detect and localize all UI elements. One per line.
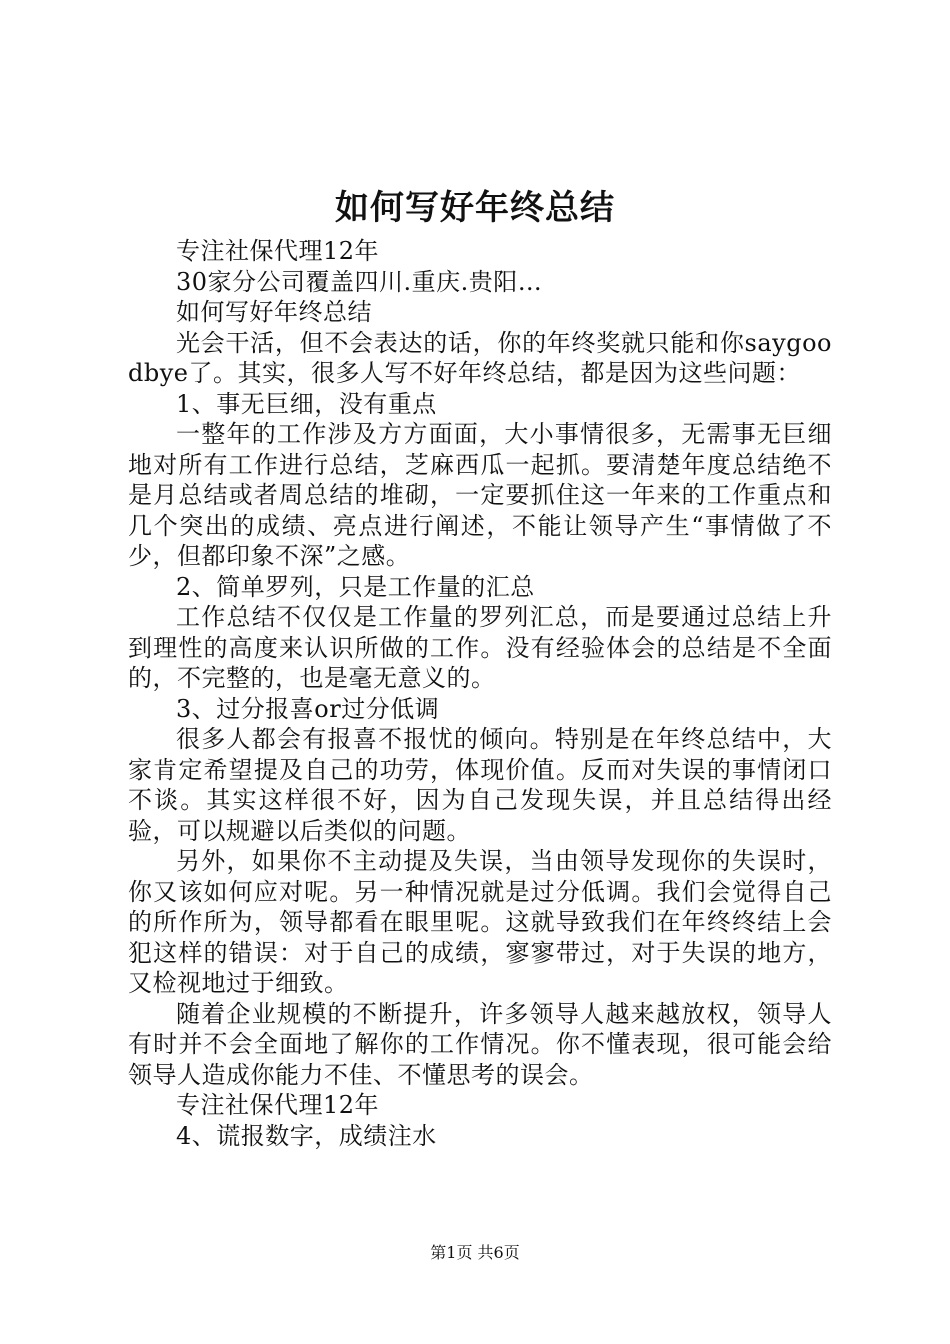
document-body <box>128 236 832 1151</box>
paragraph-branches-line: 30家分公司覆盖四川.重庆.贵阳… <box>176 267 543 296</box>
paragraph-point-3a: 很多人都会有报喜不报忧的倾向。特别是在年终总结中，大家肯定希望提及自己的功劳，体现价值。反而对失误的事情闭口不谈。其实这样很不好，因为自己发现失误，并且总结得出经验，可以规避以后类似的问题。 <box>128 725 832 845</box>
paragraph-point-3c: 随着企业规模的不断提升，许多领导人越来越放权，领导人有时并不会全面地了解你的工作情况。你不懂表现，很可能会给领导人造成你能力不佳、不懂思考的误会。 <box>128 999 832 1089</box>
paragraph-subtitle: 如何写好年终总结 <box>176 298 372 326</box>
paragraph-point-1: 一整年的工作涉及方方面面，大小事情很多，无需事无巨细地对所有工作进行总结，芝麻西瓜一起抓。要清楚年度总结绝不是月总结或者周总结的堆砌，一定要抓住这一年来的工作重点和几个突出的成绩、亮点进行阐述，不能让领导产生“事情做了不少，但都印象不深”之感。 <box>128 420 832 570</box>
paragraph-point-2: 工作总结不仅仅是工作量的罗列汇总，而是要通过总结上升到理性的高度来认识所做的工作。没有经验体会的总结是不全面的，不完整的，也是毫无意义的。 <box>128 603 832 692</box>
paragraph-intro: 光会干活，但不会表达的话，你的年终奖就只能和你saygoodbye了。其实，很多人写不好年终总结，都是因为这些问题： <box>128 328 832 387</box>
paragraph-promo-line-repeat: 专注社保代理12年 <box>176 1091 380 1119</box>
heading-point-2: 2、简单罗列，只是工作量的汇总 <box>176 572 535 601</box>
paragraph-point-3b: 另外，如果你不主动提及失误，当由领导发现你的失误时，你又该如何应对呢。另一种情况就是过分低调。我们会觉得自己的所作所为，领导都看在眼里呢。这就导致我们在年终终结上会犯这样的错误：对于自己的成绩，寥寥带过，对于失误的地方，又检视地过于细致。 <box>128 847 832 997</box>
heading-point-4: 4、谎报数字，成绩注水 <box>176 1121 437 1150</box>
document-title: 如何写好年终总结 <box>335 188 615 228</box>
paragraph-promo-line: 专注社保代理12年 <box>176 237 380 265</box>
heading-point-1: 1、事无巨细，没有重点 <box>176 389 437 418</box>
heading-point-3: 3、过分报喜or过分低调 <box>176 694 440 723</box>
page-footer: 第1页 共6页 <box>430 1243 520 1262</box>
